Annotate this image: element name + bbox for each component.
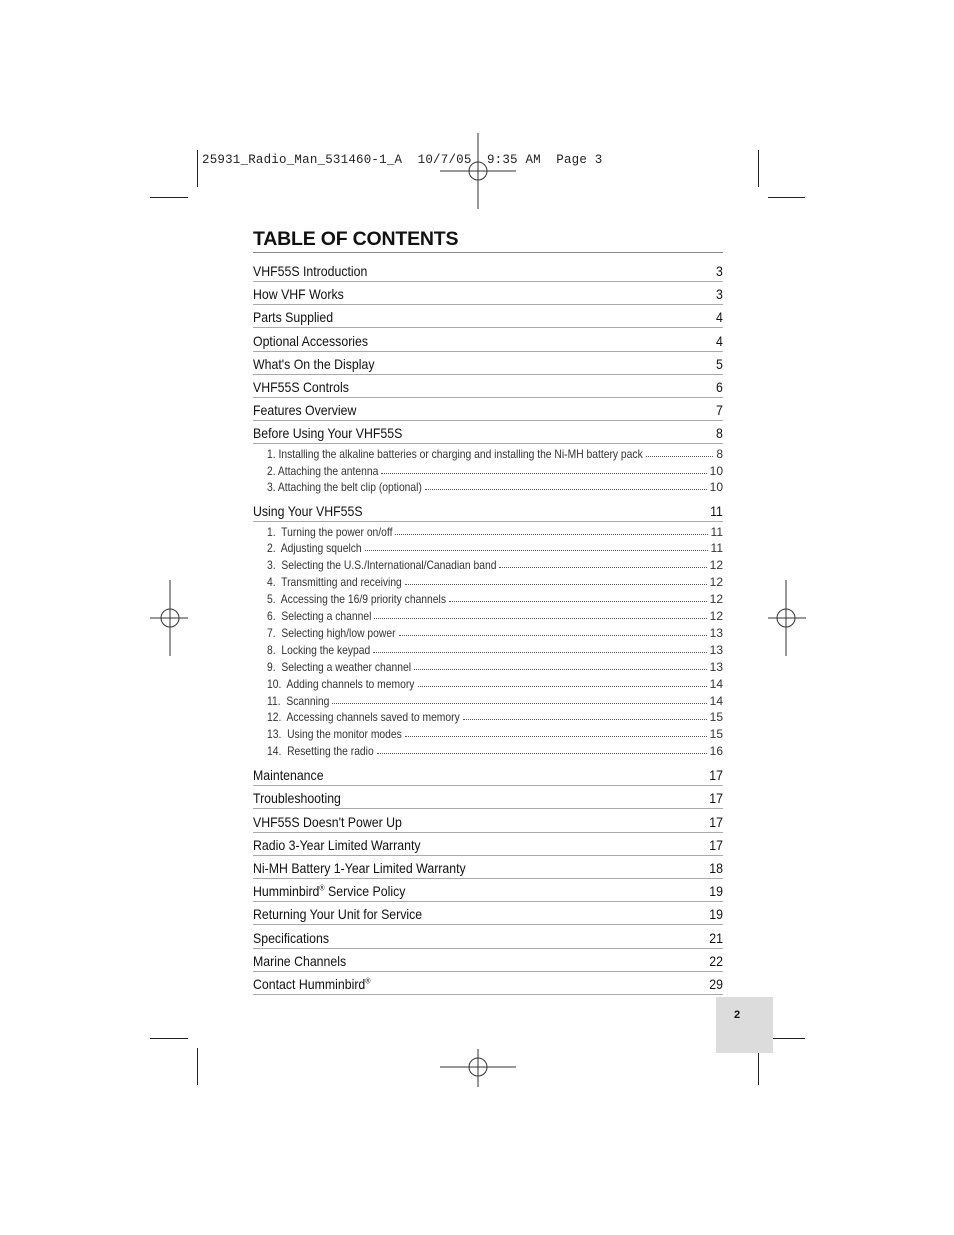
toc-entry[interactable] (253, 329, 723, 352)
toc-subentry[interactable] (267, 539, 723, 555)
dot-leader (646, 455, 714, 457)
dot-leader (414, 668, 707, 670)
registration-mark-right (748, 580, 824, 656)
toc-subentry[interactable] (267, 573, 723, 589)
toc-entry-text: Parts Supplied (253, 309, 334, 326)
toc-entry-page: 8 (716, 425, 723, 442)
toc-entry-text: VHF55S Controls (253, 379, 349, 395)
toc-subentry-label: 3. Attaching the belt clip (optional) (267, 480, 422, 495)
toc-entry-page: 4 (716, 332, 723, 349)
toc-subentry[interactable] (267, 462, 723, 478)
toc-subentry-label: 1. Turning the power on/off (267, 524, 393, 539)
toc-entry-text: What's On the Display (253, 355, 375, 372)
toc-entry-text-suffix: Service Policy (324, 883, 406, 900)
toc-entry[interactable] (253, 786, 723, 809)
toc-subentry[interactable] (267, 725, 723, 741)
toc-entry-text: Returning Your Unit for Service (253, 906, 423, 923)
toc-entry-text: Troubleshooting (253, 790, 341, 807)
toc-entry-label (253, 906, 422, 924)
toc-entry-label (253, 953, 346, 971)
registration-mark-bottom (440, 1029, 516, 1105)
toc-entry[interactable] (253, 926, 723, 949)
registered-mark: ® (365, 976, 371, 986)
toc-subentry-label: 7. Selecting high/low power (267, 625, 396, 640)
toc-entry[interactable] (253, 375, 723, 398)
dot-leader (395, 533, 707, 535)
toc-entry-label (253, 767, 324, 785)
toc-entry-page: 7 (716, 402, 723, 419)
toc-subentry-page: 15 (709, 727, 723, 742)
print-slug: 25931_Radio_Man_531460-1_A 10/7/05 9:35 AM Page 3 (202, 153, 603, 167)
toc-subentry-page: 13 (709, 659, 723, 674)
toc-subentry[interactable] (267, 478, 723, 494)
page-title: TABLE OF CONTENTS (253, 228, 723, 253)
toc-subentry-page: 10 (709, 480, 723, 495)
toc-entry-text: VHF55S Doesn't Power Up (253, 813, 402, 830)
dot-leader (405, 735, 707, 737)
toc-entry-label (253, 309, 333, 327)
toc-entry[interactable] (253, 856, 723, 879)
toc-subentry-label: 8. Locking the keypad (267, 642, 371, 657)
registration-mark-top (440, 133, 516, 209)
dot-leader (332, 702, 706, 704)
toc-subentry-label: 1. Installing the alkaline batteries or charging and installing the Ni-MH battery pack (267, 446, 643, 461)
toc-subentry-label: 13. Using the monitor modes (267, 727, 402, 742)
toc-entry-page: 19 (709, 883, 723, 900)
toc-entry[interactable] (253, 282, 723, 305)
dot-leader (425, 488, 707, 490)
toc-entry-page: 3 (716, 286, 723, 303)
toc-subentry[interactable] (267, 641, 723, 657)
dot-leader (399, 634, 707, 636)
toc-subentry-page: 16 (709, 744, 723, 759)
crop-mark (768, 1038, 805, 1039)
toc-entry-text: How VHF Works (253, 286, 344, 303)
crop-mark (758, 1048, 759, 1085)
toc-subentry-label: 5. Accessing the 16/9 priority channels (267, 592, 446, 607)
page-number: 2 (734, 1009, 741, 1021)
toc-subentry[interactable] (267, 590, 723, 606)
toc-subentry[interactable] (267, 658, 723, 674)
toc-subentry[interactable] (267, 556, 723, 572)
toc-subentry-page: 8 (716, 446, 723, 461)
toc-entry-label (253, 883, 405, 901)
toc-entry-label (253, 379, 349, 397)
toc-subentry-page: 14 (709, 693, 723, 708)
toc-entry-page: 17 (709, 790, 723, 807)
toc-subentry[interactable] (267, 742, 723, 758)
toc-entry-label (253, 860, 466, 878)
toc-entry-label (253, 263, 367, 281)
toc-entry-label (253, 930, 329, 948)
toc-entry[interactable] (253, 833, 723, 856)
dot-leader (377, 752, 707, 754)
toc-entry-text: Optional Accessories (253, 332, 369, 349)
toc-entry-page: 19 (709, 906, 723, 923)
toc-subentry-page: 11 (710, 541, 723, 556)
toc-entry[interactable] (253, 499, 723, 522)
dot-leader (405, 583, 707, 585)
toc-entry-text: Ni-MH Battery 1-Year Limited Warranty (253, 859, 466, 876)
crop-mark (150, 1038, 188, 1039)
toc-subentry[interactable] (267, 708, 723, 724)
toc-subentry-label: 10. Adding channels to memory (267, 676, 415, 691)
toc-entry-page: 11 (710, 503, 723, 520)
dot-leader (381, 472, 706, 474)
toc-entry-page: 5 (716, 355, 723, 372)
crop-mark (150, 197, 188, 198)
toc-entry[interactable] (253, 398, 723, 421)
toc-entry[interactable] (253, 810, 723, 833)
dot-leader (374, 617, 706, 619)
toc-entry-label (253, 814, 402, 832)
toc-subentry[interactable] (267, 692, 723, 708)
toc-subentry[interactable] (267, 523, 723, 539)
toc-entry[interactable] (253, 259, 723, 282)
toc-entry-page: 21 (709, 929, 723, 946)
toc-entry-label (253, 425, 402, 443)
toc-entry-page: 4 (716, 309, 723, 326)
toc-subentry-page: 12 (709, 592, 723, 607)
toc-subentry[interactable] (267, 445, 723, 461)
toc-entry-text: Using Your VHF55S (253, 503, 363, 520)
toc-subentry-label: 14. Resetting the radio (267, 744, 374, 759)
toc-entry-page: 18 (709, 859, 723, 876)
toc-subentry-page: 13 (709, 625, 723, 640)
toc-subentry-page: 12 (709, 609, 723, 623)
toc-subentry-page: 11 (710, 524, 723, 539)
toc-entry[interactable] (253, 949, 723, 972)
toc-subentry-page: 12 (709, 575, 723, 590)
toc-entry[interactable] (253, 902, 723, 925)
toc-subentry-label: 11. Scanning (267, 693, 330, 708)
crop-mark (197, 150, 198, 187)
toc-entry[interactable] (253, 972, 723, 995)
toc-entry-text: Radio 3-Year Limited Warranty (253, 836, 421, 853)
toc-entry[interactable] (253, 763, 723, 786)
toc-entry[interactable] (253, 421, 723, 444)
toc-entry-text: Before Using Your VHF55S (253, 425, 403, 442)
page-number-tab (716, 997, 773, 1053)
dot-leader (418, 685, 707, 687)
toc-subentry-label: 12. Accessing channels saved to memory (267, 710, 460, 725)
registration-mark-left (132, 580, 208, 656)
toc-entry-page: 22 (709, 952, 723, 969)
toc-entry-text: Maintenance (253, 767, 324, 784)
toc-entry-page: 17 (709, 836, 723, 853)
toc-subentry-label: 9. Selecting a weather channel (267, 659, 412, 674)
toc-entry-label (253, 356, 374, 374)
dot-leader (449, 600, 707, 602)
toc-subentry-page: 15 (709, 710, 723, 725)
toc-subentry[interactable] (267, 675, 723, 691)
toc-entry-page: 17 (709, 767, 723, 784)
toc-subentry-page: 10 (709, 463, 723, 478)
crop-mark (758, 150, 759, 187)
toc-subentry-label: 2. Attaching the antenna (267, 463, 379, 478)
toc-subentry-page: 12 (709, 558, 723, 573)
toc-entry-text: Marine Channels (253, 952, 347, 969)
toc-entry-page: 3 (716, 263, 723, 279)
toc-entry-label (253, 790, 341, 808)
toc-subentry-label: 4. Transmitting and receiving (267, 575, 402, 590)
toc-entry-page: 17 (709, 813, 723, 830)
toc-subentry-label: 3. Selecting the U.S./International/Canadian band (267, 558, 497, 573)
toc-entry[interactable] (253, 305, 723, 328)
toc-entry-text: VHF55S Introduction (253, 263, 368, 279)
toc-entry-page: 6 (716, 379, 723, 395)
toc-subentry[interactable] (267, 624, 723, 640)
toc-entry-text: Humminbird (253, 883, 320, 900)
crop-mark (768, 197, 805, 198)
toc-entry-label (253, 333, 368, 351)
toc-subentry-label: 2. Adjusting squelch (267, 541, 362, 556)
toc-entry-label (253, 976, 370, 994)
toc-entry-label (253, 402, 356, 420)
toc-entry-text: Features Overview (253, 402, 357, 419)
toc-entry-text: Contact Humminbird (253, 975, 366, 992)
dot-leader (463, 718, 707, 720)
toc-entry[interactable] (253, 352, 723, 375)
toc-entry-label (253, 286, 344, 304)
toc-subentry-label: 6. Selecting a channel (267, 609, 372, 623)
toc-subentry[interactable] (267, 607, 723, 623)
dot-leader (365, 549, 708, 551)
toc-entry-text: Specifications (253, 929, 330, 946)
dot-leader (499, 566, 706, 568)
toc-entry-label (253, 503, 363, 521)
toc-entry[interactable] (253, 879, 723, 902)
toc-subentry-page: 13 (709, 642, 723, 657)
toc-subentry-page: 14 (709, 676, 723, 691)
registered-mark: ® (319, 883, 325, 893)
toc-entry-page: 29 (709, 975, 723, 992)
toc-entry-label (253, 837, 421, 855)
crop-mark (197, 1048, 198, 1085)
dot-leader (373, 651, 706, 653)
